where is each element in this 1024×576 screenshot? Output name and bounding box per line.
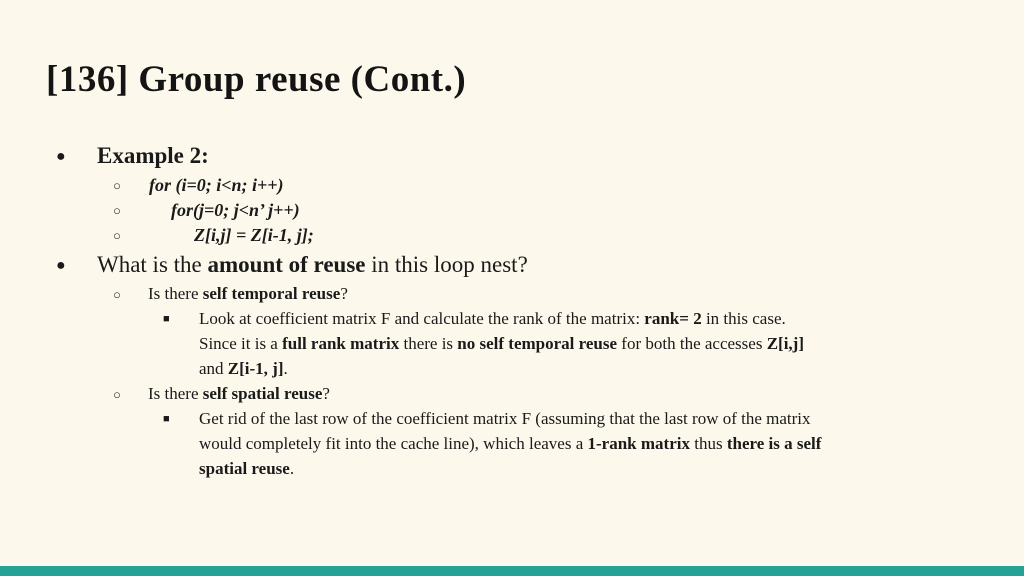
code-line-1: for (i=0; i<n; i++) [149, 175, 284, 195]
temporal-answer-line-2: Since it is a full rank matrix there is no self temporal reuse for both the accesses Z[i,j] [199, 334, 804, 353]
slide-title: [136] Group reuse (Cont.) [46, 59, 467, 100]
temporal-question: Is there self temporal reuse? [148, 284, 348, 303]
bullet-dot: ● [56, 257, 66, 274]
code-line-3: Z[i,j] = Z[i-1, j]; [194, 225, 314, 245]
bullet-circle: ○ [113, 287, 121, 302]
spatial-answer-line-1: Get rid of the last row of the coefficient matrix F (assuming that the last row of the matrix [199, 409, 811, 428]
bottom-accent-bar [0, 566, 1024, 576]
temporal-answer-line-1: Look at coefficient matrix F and calculate the rank of the matrix: rank= 2 in this case. [199, 309, 786, 328]
bullet-circle: ○ [113, 387, 121, 402]
bullet-square: ■ [163, 313, 170, 325]
question-line: What is the amount of reuse in this loop nest? [97, 252, 528, 277]
bullet-circle: ○ [113, 178, 121, 193]
bullet-circle: ○ [113, 203, 121, 218]
temporal-answer-line-3: and Z[i-1, j]. [199, 359, 288, 378]
spatial-answer-line-2: would completely fit into the cache line), which leaves a 1-rank matrix thus there is a self [199, 434, 822, 453]
bullet-square: ■ [163, 413, 170, 425]
bullet-dot: ● [56, 148, 66, 165]
spatial-answer-line-3: spatial reuse. [199, 459, 295, 478]
code-line-2: for(j=0; j<n’ j++) [171, 200, 300, 220]
example-heading: Example 2: [97, 143, 209, 168]
spatial-question: Is there self spatial reuse? [148, 384, 330, 403]
bullet-circle: ○ [113, 228, 121, 243]
